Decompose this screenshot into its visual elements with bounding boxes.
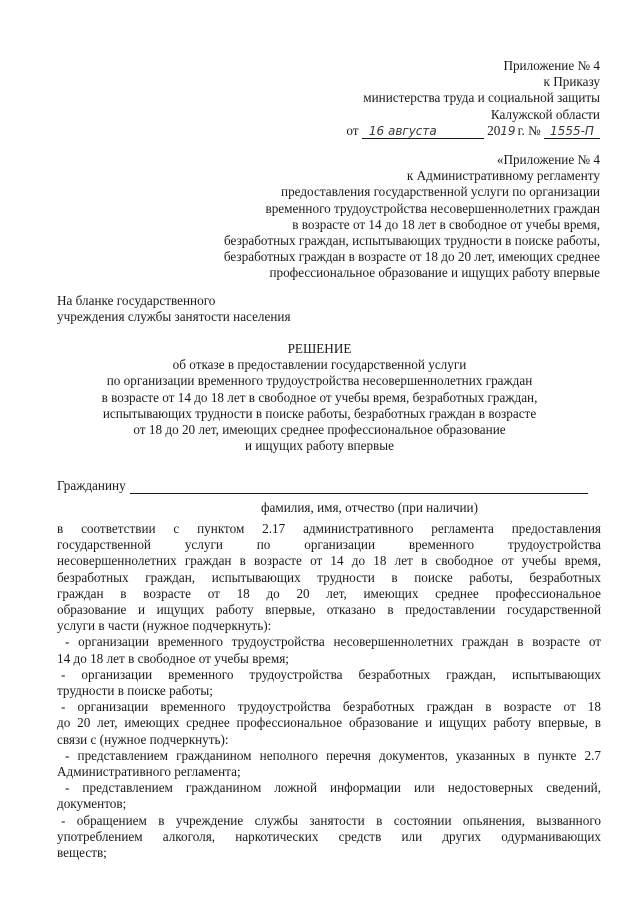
year-prefix: 20 — [487, 122, 501, 138]
decision-heading: РЕШЕНИЕ — [287, 341, 352, 356]
citizen-name-field[interactable] — [130, 480, 588, 494]
reg-line-4: временного трудоустройства несовершеннолетних граждан — [265, 200, 600, 216]
reg-line-7: безработных граждан в возрасте от 18 до 20 лет, имеющих среднее — [223, 249, 600, 265]
handwritten-date: 16 августа — [362, 124, 444, 139]
title-line-4: испытывающих трудности в поиске работы, безработных граждан в возрасте — [102, 405, 537, 421]
option-line: до 20 лет, имеющих среднее профессиональное образование и ищущих работу впервые, в — [57, 715, 601, 731]
reason-line: документов; — [57, 796, 127, 812]
reason-line: употреблением алкоголя, наркотических средств или других одурманивающих — [57, 828, 601, 844]
decision-title — [0, 341, 639, 454]
reason-line: веществ; — [57, 845, 107, 861]
reason-line: - обращением в учреждение службы занятости в состоянии опьянения, вызванного — [61, 812, 601, 828]
body-line: граждан в возрасте от 18 до 20 лет, имеющих среднее профессиональное — [57, 585, 601, 601]
reason-line: Административного регламента; — [57, 764, 241, 780]
appendix-to-order: к Приказу — [543, 74, 600, 90]
letterhead-line-2: учреждения службы занятости населения — [57, 309, 291, 325]
title-line-5: от 18 до 20 лет, имеющих среднее профессиональное образование — [133, 422, 506, 438]
option-line: - организации временного трудоустройства несовершеннолетних граждан в возрасте от — [65, 634, 601, 650]
body-line: несовершеннолетних граждан в возрасте от 14 до 18 лет в свободное от учебы время, — [57, 553, 601, 569]
appendix-title: Приложение № 4 — [503, 58, 600, 73]
citizen-label: Гражданину — [57, 478, 126, 493]
date-underline — [444, 125, 484, 139]
appendix-ministry: министерства труда и социальной защиты — [363, 90, 600, 106]
body-line: образование и ищущих работу впервые, отказано в предоставлении государственной — [57, 602, 601, 618]
title-line-2: по организации временного трудоустройства несовершеннолетних граждан — [106, 373, 533, 389]
letterhead-note — [57, 293, 291, 325]
reg-line-5: в возрасте от 14 до 18 лет в свободное от учебы время, — [292, 216, 600, 232]
handwritten-year: 19 — [500, 123, 516, 138]
option-line: - организации временного трудоустройства безработных граждан, испытывающих — [61, 666, 601, 682]
body-line: безработных граждан, испытывающих трудности в поиске работы, безработных — [57, 569, 601, 585]
title-line-3: в возрасте от 14 до 18 лет в свободное от учебы время, безработных граждан, — [101, 389, 538, 405]
order-date-line — [346, 123, 600, 139]
option-line: 14 до 18 лет в свободное от учебы время; — [57, 650, 289, 666]
decision-body — [57, 521, 601, 861]
appendix-regulation-header — [224, 152, 600, 282]
title-line-1: об отказе в предоставлении государственной услуги — [172, 357, 467, 373]
appendix-region: Калужской области — [490, 106, 600, 122]
citizen-line — [57, 478, 597, 494]
option-line: трудности в поиске работы; — [57, 683, 213, 699]
reason-line: - представлением гражданином ложной информации или недостоверных сведений, — [65, 780, 601, 796]
reg-line-2: к Административному регламенту — [406, 168, 600, 184]
reg-line-1: «Приложение № 4 — [496, 152, 600, 167]
option-line: - организации временного трудоустройства безработных граждан в возрасте от 18 — [61, 699, 601, 715]
body-line: услуги в части (нужное подчеркнуть): — [57, 618, 272, 634]
title-line-6: и ищущих работу впервые — [245, 438, 394, 454]
date-prefix: от — [346, 122, 359, 138]
body-line: государственной услуги по организации временного трудоустройства — [57, 537, 601, 553]
reg-line-8: профессиональное образование и ищущих работу впервые — [269, 265, 600, 281]
reason-line: - представлением гражданином неполного перечня документов, указанных в пункте 2.7 — [65, 747, 601, 763]
appendix-order-header — [346, 58, 600, 139]
handwritten-order-number: 1555-П — [544, 124, 600, 139]
number-prefix: г. № — [517, 122, 541, 138]
reg-line-6: безработных граждан, испытывающих трудности в поиске работы, — [224, 233, 600, 249]
full-name-caption: фамилия, имя, отчество (при наличии) — [260, 500, 478, 515]
body-line: в соответствии с пунктом 2.17 административного регламента предоставления — [57, 521, 601, 536]
letterhead-line-1: На бланке государственного — [57, 293, 216, 308]
reg-line-3: предоставления государственной услуги по организации — [281, 184, 600, 200]
option-line: связи с (нужное подчеркнуть): — [57, 731, 229, 747]
